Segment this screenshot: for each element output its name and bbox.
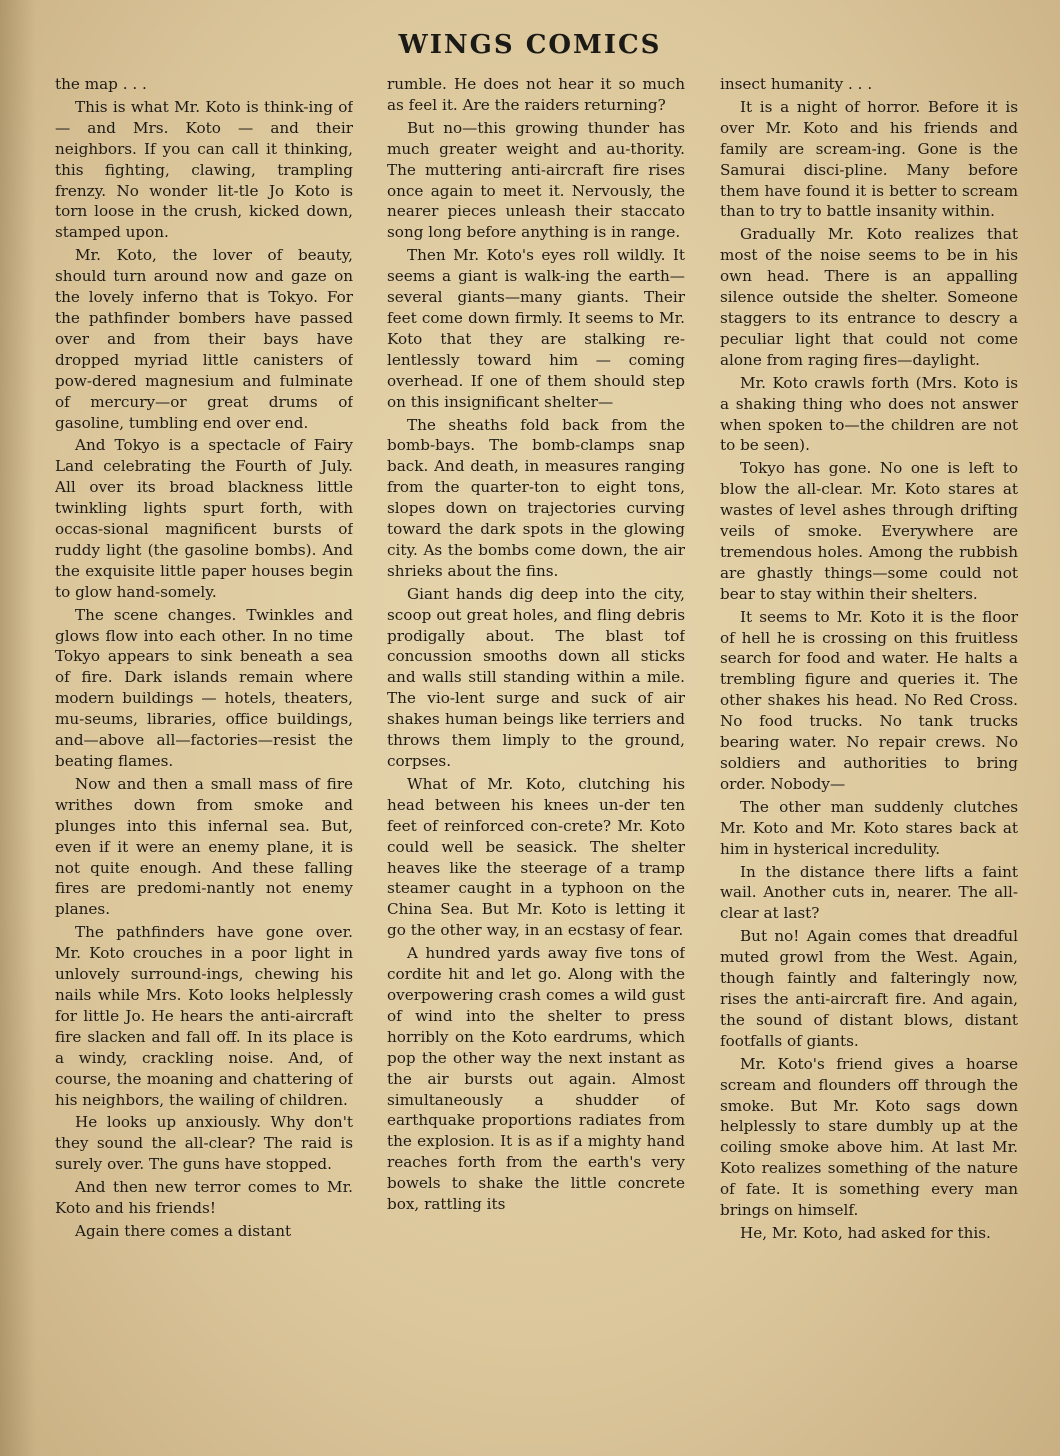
- paragraph: But no—this growing thunder has much greater weight and au-thority. The muttering anti-aircraft fire rises once again to meet it. Nervously, the nearer pieces unleash their staccato song long before anything is in range.: [387, 118, 685, 242]
- text-column-3: [720, 74, 1018, 1424]
- paragraph: rumble. He does not hear it so much as feel it. Are the raiders returning?: [387, 75, 685, 114]
- page-header-title: WINGS COMICS: [398, 30, 662, 60]
- paragraph: A hundred yards away five tons of cordite hit and let go. Along with the overpowering crash comes a wild gust of wind into the shelter to press horribly on the Koto eardrums, which pop the other way the next instant as the air bursts out again. Almost simultaneously a shudder of earthquake proportions radiates from the explosion. It is as if a mighty hand reaches forth from the earth's very bowels to shake the little concrete box, rattling its: [387, 944, 685, 1214]
- paragraph: Mr. Koto crawls forth (Mrs. Koto is a shaking thing who does not answer when spoken to—the children are not to be seen).: [720, 373, 1018, 455]
- paragraph: Again there comes a distant: [75, 1221, 292, 1240]
- text-column-2: [387, 74, 685, 1424]
- paragraph: And then new terror comes to Mr. Koto and his friends!: [55, 1178, 353, 1218]
- paragraph: And Tokyo is a spectacle of Fairy Land celebrating the Fourth of July. All over its broad blackness little twinkling lights spurt forth, with occas-sional magnificent bursts of ruddy light (the gasoline bombs). And the exquisite little paper houses begin to glow hand-somely.: [55, 436, 353, 601]
- paragraph: It is a night of horror. Before it is over Mr. Koto and his friends and family are scream-ing. Gone is the Samurai disci-pline. Many before them have found it is better to scream than to try to battle insanity within.: [720, 97, 1018, 221]
- paragraph: insect humanity . . .: [720, 75, 873, 93]
- paragraph: Giant hands dig deep into the city, scoop out great holes, and fling debris prodigally about. The blast tof concussion smooths down all sticks and walls still standing within a mile. The vio-lent surge and suck of air shakes human beings like terriers and throws them limply to the ground, corpses.: [387, 584, 685, 770]
- paragraph: It seems to Mr. Koto it is the floor of hell he is crossing on this fruitless search for food and water. He halts a trembling figure and queries it. The other shakes his head. No Red Cross. No food trucks. No tank trucks bearing water. No repair crews. No soldiers and authorities to bring order. Nobody—: [720, 607, 1018, 793]
- paragraph: He looks up anxiously. Why don't they sound the all-clear? The raid is surely over. The guns have stopped.: [55, 1113, 353, 1174]
- page-fold-shadow: [0, 0, 36, 1456]
- paragraph: In the distance there lifts a faint wail. Another cuts in, nearer. The all-clear at last?: [720, 862, 1018, 923]
- paragraph: Tokyo has gone. No one is left to blow the all-clear. Mr. Koto stares at wastes of level ashes through drifting veils of smoke. Everywhere are tremendous holes. Among the rubbish are ghastly things—some could not bear to stay within their shelters.: [720, 459, 1018, 603]
- paragraph: The scene changes. Twinkles and glows flow into each other. In no time Tokyo appears to sink beneath a sea of fire. Dark islands remain where modern buildings — hotels, theaters, mu-seums, libraries, office buildings, and—above all—factories—resist the beating flames.: [55, 605, 353, 770]
- paragraph: The sheaths fold back from the bomb-bays. The bomb-clamps snap back. And death, in measures ranging from the quarter-ton to eight tons, slopes down on trajectories curving toward the dark spots in the glowing city. As the bombs come down, the air shrieks about the fins.: [387, 415, 685, 580]
- paragraph: What of Mr. Koto, clutching his head between his knees un-der ten feet of reinforced con-crete? Mr. Koto could well be seasick. The shelter heaves like the steerage of a tramp steamer caught in a typhoon on the China Sea. But Mr. Koto is letting it go the other way, in an ecstasy of fear.: [387, 774, 685, 940]
- paragraph: The other man suddenly clutches Mr. Koto and Mr. Koto stares back at him in hysterical incredulity.: [720, 797, 1018, 858]
- paragraph: This is what Mr. Koto is think-ing of — and Mrs. Koto — and their neighbors. If you can call it thinking, this fighting, clawing, trampling frenzy. No wonder lit-tle Jo Koto is torn loose in the crush, kicked down, stamped upon.: [55, 97, 353, 242]
- paragraph: the map . . .: [55, 75, 147, 93]
- paragraph: Then Mr. Koto's eyes roll wildly. It seems a giant is walk-ing the earth—several giants—many giants. Their feet come down firmly. It seems to Mr. Koto that they are stalking re-lentlessly toward him — coming overhead. If one of them should step on this insignificant shelter—: [387, 246, 685, 411]
- paragraph: But no! Again comes that dreadful muted growl from the West. Again, though faintly and falteringly now, rises the anti-aircraft fire. And again, the sound of distant blows, distant footfalls of giants.: [720, 927, 1018, 1050]
- paragraph: The pathfinders have gone over. Mr. Koto crouches in a poor light in unlovely surround-ings, chewing his nails while Mrs. Koto looks helplessly for little Jo. He hears the anti-aircraft fire slacken and fall off. In its place is a windy, crackling noise. And, of course, the moaning and chattering of his neighbors, the wailing of children.: [55, 923, 353, 1109]
- text-column-1: [55, 74, 353, 1424]
- paragraph: Mr. Koto, the lover of beauty, should turn around now and gaze on the lovely inferno that is Tokyo. For the pathfinder bombers have passed over and from their bays have dropped myriad little canisters of pow-dered magnesium and fulminate of mercury—or great drums of gasoline, tumbling end over end.: [55, 246, 353, 432]
- paragraph: Mr. Koto's friend gives a hoarse scream and flounders off through the smoke. But Mr. Koto sags down helplessly to stare dumbly up at the coiling smoke above him. At last Mr. Koto realizes something of the nature of fate. It is something every man brings on himself.: [720, 1054, 1018, 1220]
- paragraph: Gradually Mr. Koto realizes that most of the noise seems to be in his own head. There is an appalling silence outside the shelter. Someone staggers to its entrance to descry a peculiar light that could not come alone from raging fires—daylight.: [720, 225, 1018, 369]
- paragraph: Now and then a small mass of fire writhes down from smoke and plunges into this infernal sea. But, even if it were an enemy plane, it is not quite enough. And these falling fires are predomi-nantly not enemy planes.: [55, 774, 353, 919]
- paragraph: He, Mr. Koto, had asked for this.: [740, 1223, 991, 1242]
